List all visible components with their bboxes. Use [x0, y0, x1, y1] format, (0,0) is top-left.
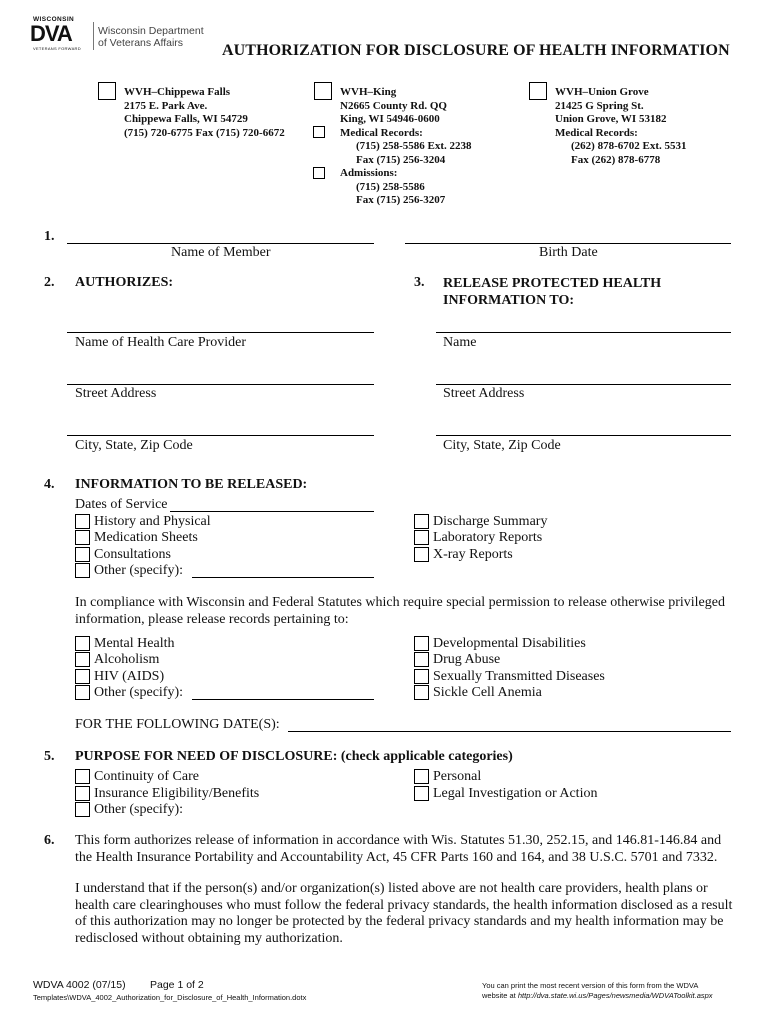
- xray-reports-label: X-ray Reports: [433, 547, 513, 562]
- history-physical-label: History and Physical: [94, 514, 211, 529]
- section-1-number: 1.: [44, 229, 55, 244]
- other-purpose-checkbox[interactable]: [75, 802, 90, 817]
- recipient-city-field[interactable]: [436, 435, 731, 436]
- facility-king-admissions-phone: (715) 258-5586: [356, 180, 425, 193]
- other-info-checkbox[interactable]: [75, 563, 90, 578]
- mental-health-checkbox[interactable]: [75, 636, 90, 651]
- other-info-field[interactable]: [192, 577, 374, 578]
- logo-mark: DVA: [30, 21, 72, 46]
- facility-king-medical-label: Medical Records:: [340, 126, 423, 139]
- footer-notice: [482, 981, 713, 1001]
- other-special-label: Other (specify):: [94, 685, 184, 700]
- provider-name-label: Name of Health Care Provider: [75, 335, 247, 350]
- section-6-p2-line-4: redisclosed without obtaining my authorization.: [75, 930, 343, 946]
- facility-union-city: Union Grove, WI 53182: [555, 113, 667, 125]
- facility-king-admissions-fax: Fax (715) 256-3207: [356, 194, 446, 206]
- template-path: Templates\WDVA_4002_Authorization_for_Disclosure_of_Health_Information.dotx: [33, 993, 307, 1002]
- history-physical-checkbox[interactable]: [75, 514, 90, 529]
- dept-name: [98, 25, 204, 49]
- provider-street-field[interactable]: [67, 384, 374, 385]
- following-dates-field[interactable]: [288, 731, 731, 732]
- laboratory-reports-checkbox[interactable]: [414, 530, 429, 545]
- discharge-summary-checkbox[interactable]: [414, 514, 429, 529]
- section-5-heading: PURPOSE FOR NEED OF DISCLOSURE: (check applicable categories): [75, 749, 513, 764]
- section-2-number: 2.: [44, 275, 55, 290]
- other-purpose-label: Other (specify):: [94, 802, 184, 817]
- section-3-heading-line-1: RELEASE PROTECTED HEALTH: [443, 276, 662, 291]
- discharge-summary-label: Discharge Summary: [433, 514, 548, 529]
- member-name-field[interactable]: [67, 243, 374, 244]
- provider-city-field[interactable]: [67, 435, 374, 436]
- section-4-number: 4.: [44, 477, 55, 492]
- facility-king-street: N2665 County Rd. QQ: [340, 99, 447, 112]
- provider-city-label: City, State, Zip Code: [75, 438, 193, 453]
- footer-notice-url[interactable]: http://dva.state.wi.us/Pages/newsmedia/WDVAToolkit.aspx: [517, 991, 713, 1000]
- insurance-eligibility-checkbox[interactable]: [75, 786, 90, 801]
- drug-abuse-label: Drug Abuse: [433, 652, 501, 667]
- logo-state: WISCONSIN: [33, 16, 75, 23]
- logo-tagline: VETERANS FORWARD: [33, 46, 81, 51]
- recipient-name-field[interactable]: [436, 332, 731, 333]
- section-6-p2-line-1: I understand that if the person(s) and/or organization(s) listed above are not health care providers, health plans or: [75, 881, 708, 896]
- facility-chippewa: [124, 86, 285, 140]
- legal-investigation-checkbox[interactable]: [414, 786, 429, 801]
- recipient-street-field[interactable]: [436, 384, 731, 385]
- facility-king-checkbox[interactable]: [314, 82, 332, 100]
- facility-king-medical-fax: Fax (715) 256-3204: [356, 153, 446, 166]
- personal-checkbox[interactable]: [414, 769, 429, 784]
- alcoholism-checkbox[interactable]: [75, 652, 90, 667]
- developmental-disabilities-checkbox[interactable]: [414, 636, 429, 651]
- sickle-cell-label: Sickle Cell Anemia: [433, 685, 542, 700]
- consultations-checkbox[interactable]: [75, 547, 90, 562]
- birth-date-label: Birth Date: [539, 245, 598, 260]
- continuity-of-care-label: Continuity of Care: [94, 769, 199, 784]
- facility-king-city: King, WI 54946-0600: [340, 113, 440, 125]
- dates-of-service-label: Dates of Service: [75, 497, 168, 512]
- personal-label: Personal: [433, 769, 482, 784]
- section-6-paragraph-2: [75, 881, 745, 947]
- dva-logo: [30, 16, 92, 50]
- provider-name-field[interactable]: [67, 332, 374, 333]
- page-number: Page 1 of 2: [150, 979, 204, 991]
- legal-investigation-label: Legal Investigation or Action: [433, 786, 598, 801]
- provider-street-label: Street Address: [75, 386, 157, 401]
- section-6-p2-line-3: of this authorization may no longer be protected by the federal privacy standards and my health information may be: [75, 914, 724, 929]
- recipient-name-label: Name: [443, 335, 477, 350]
- birth-date-field[interactable]: [405, 243, 731, 244]
- footer-notice-line-1: You can print the most recent version of this form from the WDVA: [482, 981, 699, 990]
- compliance-text: [75, 595, 740, 628]
- section-5-number: 5.: [44, 749, 55, 764]
- hiv-aids-checkbox[interactable]: [75, 669, 90, 684]
- sickle-cell-checkbox[interactable]: [414, 685, 429, 700]
- std-label: Sexually Transmitted Diseases: [433, 669, 605, 684]
- facility-chippewa-street: 2175 E. Park Ave.: [124, 99, 208, 112]
- compliance-line-1: In compliance with Wisconsin and Federal Statutes which require special permission to release otherwise privileged: [75, 595, 725, 610]
- facility-king-medical-phone: (715) 258-5586 Ext. 2238: [356, 140, 472, 152]
- facility-king: [340, 86, 472, 208]
- other-info-label: Other (specify):: [94, 563, 184, 578]
- facility-chippewa-city: Chippewa Falls, WI 54729: [124, 113, 248, 125]
- section-6-p1-line-1: This form authorizes release of information in accordance with Wis. Statutes 51.30, 252.15, and 146.81-146.84 and: [75, 833, 722, 848]
- other-special-checkbox[interactable]: [75, 685, 90, 700]
- facility-chippewa-name: WVH–Chippewa Falls: [124, 86, 231, 98]
- king-medical-records-checkbox[interactable]: [313, 126, 325, 138]
- dept-line-2: of Veterans Affairs: [98, 37, 184, 49]
- logo-divider: [93, 22, 94, 50]
- footer-notice-line-2: [482, 991, 713, 1001]
- section-3-heading-line-2: INFORMATION TO:: [443, 293, 575, 308]
- insurance-eligibility-label: Insurance Eligibility/Benefits: [94, 786, 260, 801]
- king-admissions-checkbox[interactable]: [313, 167, 325, 179]
- alcoholism-label: Alcoholism: [94, 652, 160, 667]
- facility-union-medical-fax: Fax (262) 878-6778: [571, 153, 661, 166]
- continuity-of-care-checkbox[interactable]: [75, 769, 90, 784]
- dates-of-service-field[interactable]: [170, 511, 374, 512]
- recipient-street-label: Street Address: [443, 386, 525, 401]
- facility-union-grove: [555, 86, 687, 167]
- facility-chippewa-checkbox[interactable]: [98, 82, 116, 100]
- form-id: WDVA 4002 (07/15): [33, 979, 126, 991]
- facility-union-medical-label: Medical Records:: [555, 126, 638, 139]
- facility-king-name: WVH–King: [340, 86, 397, 98]
- section-2-heading: AUTHORIZES:: [75, 275, 174, 290]
- facility-king-admissions-label: Admissions:: [340, 167, 398, 179]
- section-3-heading: [443, 275, 661, 309]
- laboratory-reports-label: Laboratory Reports: [433, 530, 543, 545]
- page-title: AUTHORIZATION FOR DISCLOSURE OF HEALTH INFORMATION: [222, 42, 730, 59]
- member-name-label: Name of Member: [171, 245, 271, 260]
- medication-sheets-label: Medication Sheets: [94, 530, 198, 545]
- drug-abuse-checkbox[interactable]: [414, 652, 429, 667]
- facility-union-name: WVH–Union Grove: [555, 86, 649, 98]
- hiv-aids-label: HIV (AIDS): [94, 669, 165, 684]
- recipient-city-label: City, State, Zip Code: [443, 438, 561, 453]
- section-6-p1-line-2: the Health Insurance Portability and Accountability Act, 45 CFR Parts 160 and 164, and 38 U.S.C. 5701 and 7332.: [75, 849, 718, 865]
- mental-health-label: Mental Health: [94, 636, 175, 651]
- consultations-label: Consultations: [94, 547, 172, 562]
- facility-union-grove-checkbox[interactable]: [529, 82, 547, 100]
- developmental-disabilities-label: Developmental Disabilities: [433, 636, 586, 651]
- section-3-number: 3.: [414, 275, 425, 290]
- medication-sheets-checkbox[interactable]: [75, 530, 90, 545]
- section-6-number: 6.: [44, 833, 55, 848]
- footer-notice-prefix: website at: [482, 991, 518, 1000]
- following-dates-label: FOR THE FOLLOWING DATE(S):: [75, 717, 280, 732]
- section-4-heading: INFORMATION TO BE RELEASED:: [75, 477, 308, 492]
- section-6-paragraph-1: [75, 833, 745, 866]
- facility-union-street: 21425 G Spring St.: [555, 99, 644, 112]
- std-checkbox[interactable]: [414, 669, 429, 684]
- dept-line-1: Wisconsin Department: [98, 25, 204, 37]
- facility-chippewa-phone: (715) 720-6775 Fax (715) 720-6672: [124, 126, 285, 139]
- facility-union-medical-phone: (262) 878-6702 Ext. 5531: [571, 140, 687, 152]
- section-6-p2-line-2: health care clearinghouses who must follow the federal privacy standards, the health information disclosed as a result: [75, 897, 733, 913]
- xray-reports-checkbox[interactable]: [414, 547, 429, 562]
- compliance-line-2: information, please release records pertaining to:: [75, 611, 349, 627]
- other-special-field[interactable]: [192, 699, 374, 700]
